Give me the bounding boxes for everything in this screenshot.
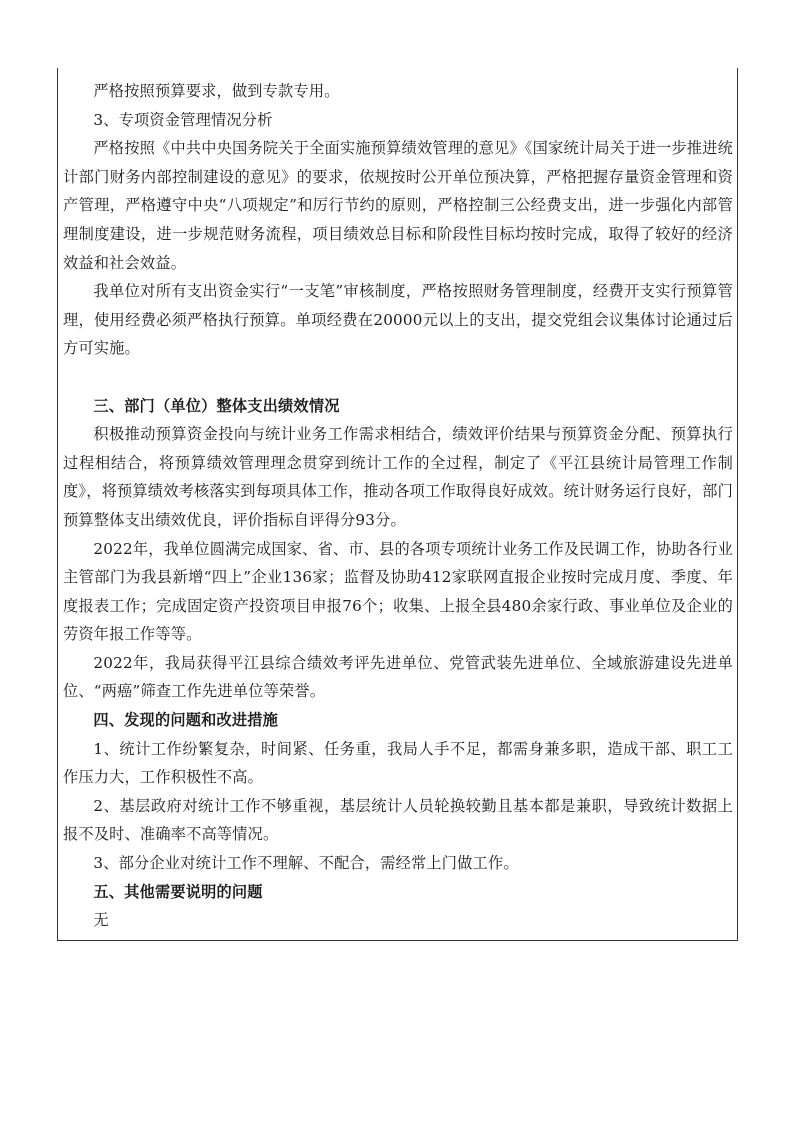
paragraph-budget-requirement: 严格按照预算要求，做到专款专用。: [93, 82, 340, 100]
section-heading-problems: 四、发现的问题和改进措施: [93, 711, 279, 730]
paragraph-performance-evaluation: 积极推动预算资金投向与统计业务工作需求相结合，绩效评价结果与预算资金分配、预算执行过程相结合，将预算绩效管理理念贯穿到统计工作的全过程，制定了《平江县统计局管理工作制度》，将预算绩效考核落实到每项具体工作，推动各项工作取得良好成效。统计财务运行良好，部门预算整体支出绩效优良，评价指标自评得分93分。: [63, 425, 733, 529]
paragraph-2022-honors: 2022年，我局获得平江县综合绩效考评先进单位、党管武装先进单位、全域旅游建设先进单位、“两癌”筛查工作先进单位等荣誉。: [63, 653, 733, 701]
paragraph-problem-1: 1、统计工作纷繁复杂，时间紧、任务重，我局人手不足，都需身兼多职，造成干部、职工工作压力大，工作积极性不高。: [63, 739, 733, 787]
paragraph-none: 无: [93, 911, 109, 930]
section-heading-performance: 三、部门（单位）整体支出绩效情况: [93, 396, 340, 415]
subheading-special-funds: 3、专项资金管理情况分析: [93, 110, 273, 129]
blank-line: [63, 363, 733, 392]
paragraph-problem-2: 2、基层政府对统计工作不够重视，基层统计人员轮换较勤且基本都是兼职，导致统计数据上报不及时、准确率不高等情况。: [63, 796, 733, 844]
document-body: [63, 77, 733, 935]
paragraph-special-funds-analysis: 严格按照《中共中央国务院关于全面实施预算绩效管理的意见》《国家统计局关于进一步推进统计部门财务内部控制建设的意见》的要求，依规按时公开单位预决算，严格把握存量资金管理和资产管理，严格遵守中央“八项规定”和厉行节约的原则，严格控制三公经费支出，进一步强化内部管理制度建设，进一步规范财务流程，项目绩效总目标和阶段性目标均按时完成，取得了较好的经济效益和社会效益。: [63, 139, 733, 272]
paragraph-2022-work: 2022年，我单位圆满完成国家、省、市、县的各项专项统计业务工作及民调工作，协助各行业主管部门为我县新增“四上”企业136家；监督及协助412家联网直报企业按时完成月度、季度、年度报表工作；完成固定资产投资项目申报76个；收集、上报全县480余家行政、事业单位及企业的劳资年报工作等等。: [63, 539, 733, 644]
paragraph-problem-3: 3、部分企业对统计工作不理解、不配合，需经常上门做工作。: [93, 854, 519, 873]
paragraph-one-pen-approval: 我单位对所有支出资金实行“一支笔”审核制度，严格按照财务管理制度，经费开支实行预算管理，使用经费必须严格执行预算。单项经费在20000元以上的支出，提交党组会议集体讨论通过后方可实施。: [63, 282, 733, 358]
section-heading-other: 五、其他需要说明的问题: [93, 882, 263, 901]
